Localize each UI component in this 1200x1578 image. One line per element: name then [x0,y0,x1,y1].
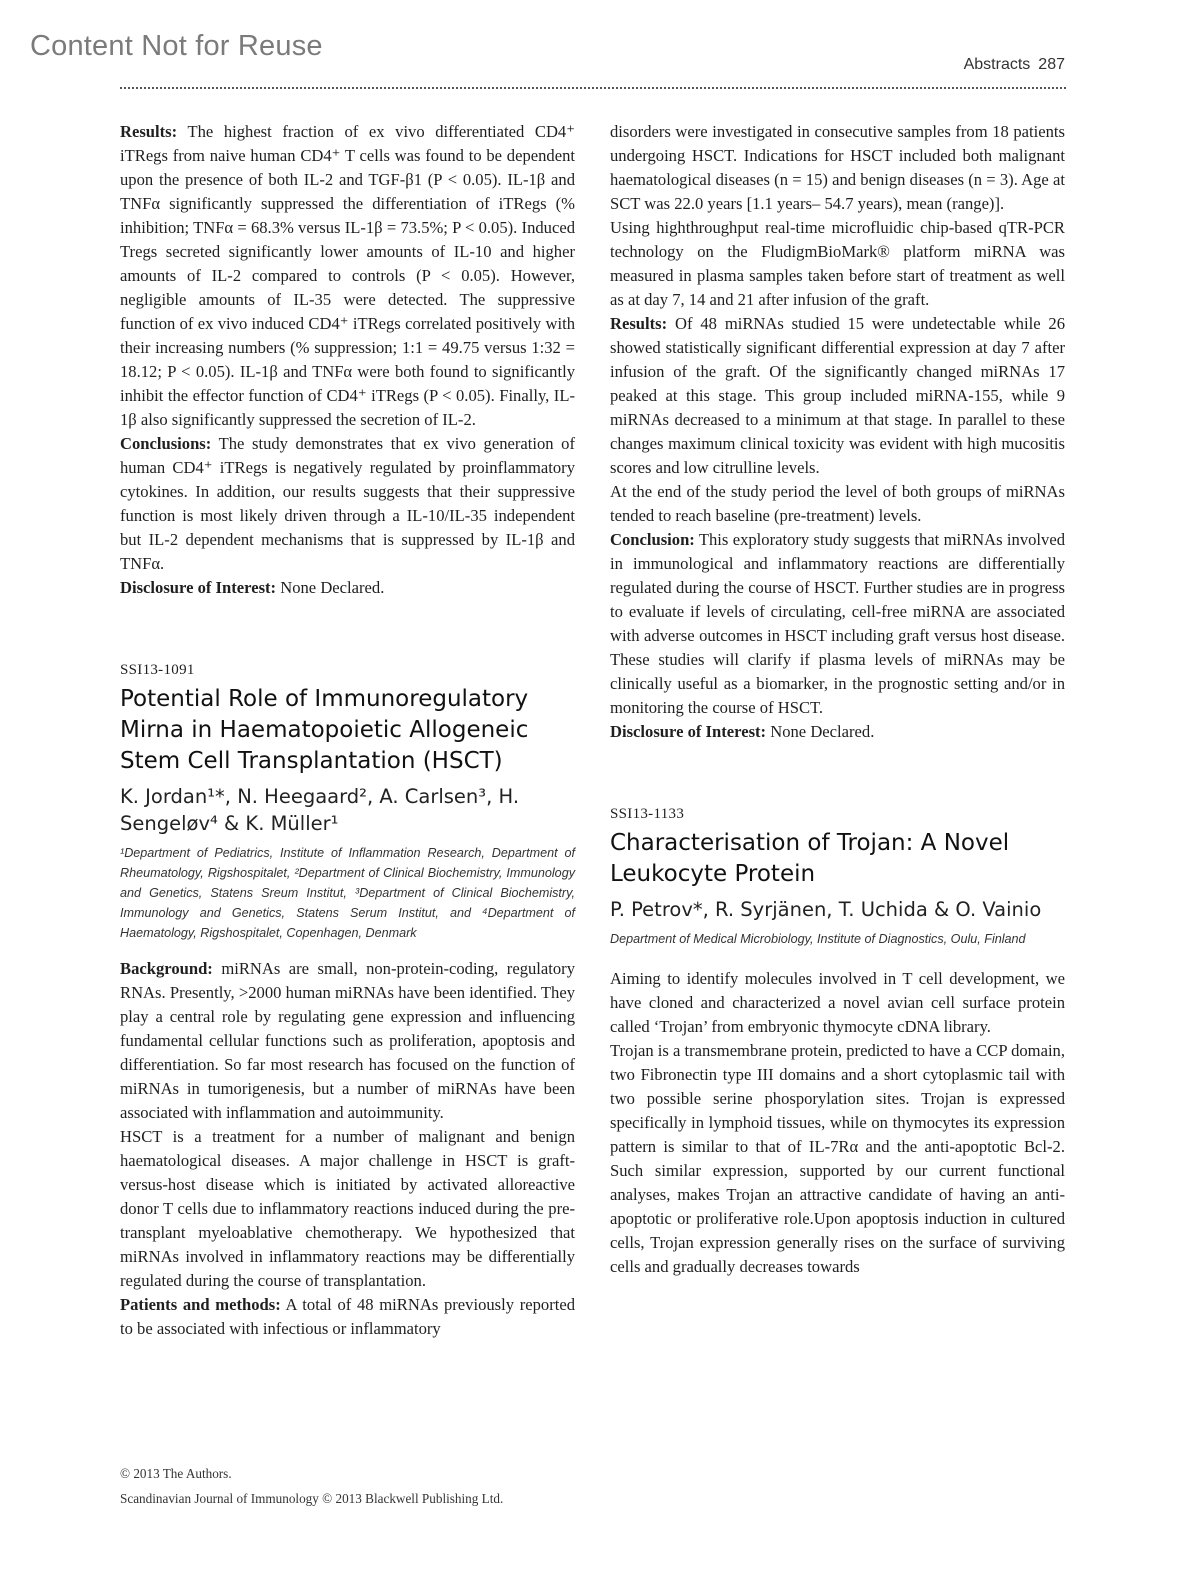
methods-label: Patients and methods: [120,1295,281,1314]
results-text: The highest fraction of ex vivo differentiated CD4⁺ iTRegs from naive human CD4⁺ T cells was found to be dependent upon the presence of both IL-2 and TGF-β1 (P < 0.05). IL-1β and TNFα significantly suppressed the differentiation of iTRegs (% inhibition; TNFα = 68.3% versus IL-1β = 73.5%; P < 0.05). Induced Tregs secreted significantly lower amounts of IL-10 and higher amounts of IL-2 compared to controls (P < 0.05). However, negligible amounts of IL-35 were detected. The suppressive function of ex vivo induced CD4⁺ iTRegs correlated positively with their increasing numbers (% suppression; 1:1 = 49.75 versus 1:32 = 18.12; P < 0.05). IL-1β and TNFα were both found to significantly inhibit the effector function of CD4⁺ iTRegs (P < 0.05). Finally, IL-1β also significantly suppressed the secretion of IL-2. [120,122,575,429]
results-label: Results: [610,314,668,333]
left-column [120,120,575,1341]
affiliations: ¹Department of Pediatrics, Institute of Inflammation Research, Department of Rheumatology, Rigshospitalet, ²Department of Clinical Biochemistry, Immunology and Genetics, Statens Sreum Institut, ³Department of Clinical Biochemistry, Immunology and Genetics, Statens Serum Institut, and ⁴Department of Haematology, Rigshospitalet, Copenhagen, Denmark [120,846,575,940]
disclosure-paragraph [610,720,1065,744]
conclusion-label: Conclusion: [610,530,695,549]
running-head [964,56,1065,74]
results-paragraph-2: At the end of the study period the level of both groups of miRNAs tended to reach baseline (pre-treatment) levels. [610,482,1065,525]
abstract-title: Characterisation of Trojan: A Novel Leukocyte Protein [610,830,1010,887]
author-list: P. Petrov*, R. Syrjänen, T. Uchida & O. Vainio [610,898,1042,921]
header-rule [120,87,1066,89]
disclosure-label: Disclosure of Interest: [120,578,277,597]
body-paragraph-1: Aiming to identify molecules involved in T cell development, we have cloned and characterized a novel avian cell surface protein called ‘Trojan’ from embryonic thymocyte cDNA library. [610,969,1065,1036]
conclusions-text: The study demonstrates that ex vivo generation of human CD4⁺ iTRegs is negatively regulated by proinflammatory cytokines. In addition, our results suggests that their suppressive function is most likely driven through a IL-10/IL-35 independent but IL-2 dependent mechanisms that is suppressed by IL-1β and TNFα. [120,434,576,573]
results-paragraph [610,312,1065,480]
conclusions-paragraph [120,432,575,576]
abstract-title: Potential Role of Immunoregulatory Mirna in Haematopoietic Allogeneic Stem Cell Transplantation (HSCT) [120,686,529,774]
affiliations: Department of Medical Microbiology, Institute of Diagnostics, Oulu, Finland [610,932,1026,946]
body-paragraph-2: Trojan is a transmembrane protein, predicted to have a CCP domain, two Fibronectin type III domains and a short cytoplasmic tail with two possible serine phosporylation sites. Trojan is expressed specifically in lymphoid tissues, while on thymocytes its expression pattern is similar to that of IL-7Rα and the anti-apoptotic Bcl-2. Such similar expression, supported by our current functional analyses, makes Trojan an attractive candidate of having an anti-apoptotic or proliferative role.Upon apoptosis induction in cultured cells, Trojan expression generally rises on the surface of surviving cells and gradually decreases towards [610,1041,1065,1276]
conclusion-paragraph [610,528,1065,720]
background-paragraph-2: HSCT is a treatment for a number of malignant and benign haematological diseases. A major challenge in HSCT is graft-versus-host disease which is initiated by activated alloreactive donor T cells due to inflammatory reactions induced during the pre-transplant myeloablative chemotherapy. We hypothesized that miRNAs involved in inflammatory reactions may be differentially regulated during the course of transplantation. [120,1127,575,1290]
background-paragraph [120,957,575,1125]
copyright-line: © 2013 The Authors. [120,1466,232,1481]
author-list: K. Jordan¹*, N. Heegaard², A. Carlsen³, H. Sengeløv⁴ & K. Müller¹ [120,785,520,835]
abstract-code: SSI13-1091 [120,662,195,678]
running-head-section: Abstracts [963,56,1031,73]
disclosure-text: None Declared. [280,578,385,597]
watermark-text: Content Not for Reuse [30,30,323,62]
results-label: Results: [120,122,178,141]
methods-text: A total of 48 miRNAs previously reported to be associated with infectious or inflammatory [120,1295,576,1338]
results-paragraph [120,120,575,432]
journal-line: Scandinavian Journal of Immunology © 2013 Blackwell Publishing Ltd. [120,1491,504,1506]
background-label: Background: [120,959,213,978]
right-column [610,120,1065,1279]
disclosure-text: None Declared. [770,722,875,741]
abstract-code: SSI13-1133 [610,806,685,822]
background-text: miRNAs are small, non-protein-coding, regulatory RNAs. Presently, >2000 human miRNAs have been identified. They play a central role by regulating gene expression and influencing fundamental cellular functions such as proliferation, apoptosis and differentiation. So far most research has focused on the function of miRNAs in tumorigenesis, but a number of miRNAs have been associated with inflammation and autoimmunity. [120,959,575,1122]
disclosure-label: Disclosure of Interest: [610,722,767,741]
methods-paragraph [120,1293,575,1341]
conclusion-text: This exploratory study suggests that miRNAs involved in immunological and inflammatory reactions are differentially regulated during the course of HSCT. Further studies are in progress to evaluate if levels of circulating, cell-free miRNA are associated with adverse outcomes in HSCT including graft versus host disease. These studies will clarify if plasma levels of miRNAs may be clinically useful as a biomarker, in the prognostic setting and/or in monitoring the course of HSCT. [610,530,1065,717]
disclosure-paragraph [120,576,575,600]
page-number: 287 [1038,56,1065,73]
results-text: Of 48 miRNAs studied 15 were undetectable while 26 showed statistically significant differential expression at day 7 after infusion of the graft. Of the significantly changed miRNAs 17 peaked at this stage. This group included miRNA-155, while 9 miRNAs decreased to a minimum at that stage. In parallel to these changes maximum clinical toxicity was evident with high mucositis scores and low citrulline levels. [610,314,1065,477]
conclusions-label: Conclusions: [120,434,212,453]
methods-continued: disorders were investigated in consecutive samples from 18 patients undergoing HSCT. Indications for HSCT included both malignant haematological diseases (n = 15) and benign diseases (n = 3). Age at SCT was 22.0 years [1.1 years– 54.7 years), mean (range)]. [610,122,1065,213]
methods-continued-2: Using highthroughput real-time microfluidic chip-based qTR-PCR technology on the FludigmBioMark® platform miRNA was measured in plasma samples taken before start of treatment as well as at day 7, 14 and 21 after infusion of the graft. [610,218,1065,309]
